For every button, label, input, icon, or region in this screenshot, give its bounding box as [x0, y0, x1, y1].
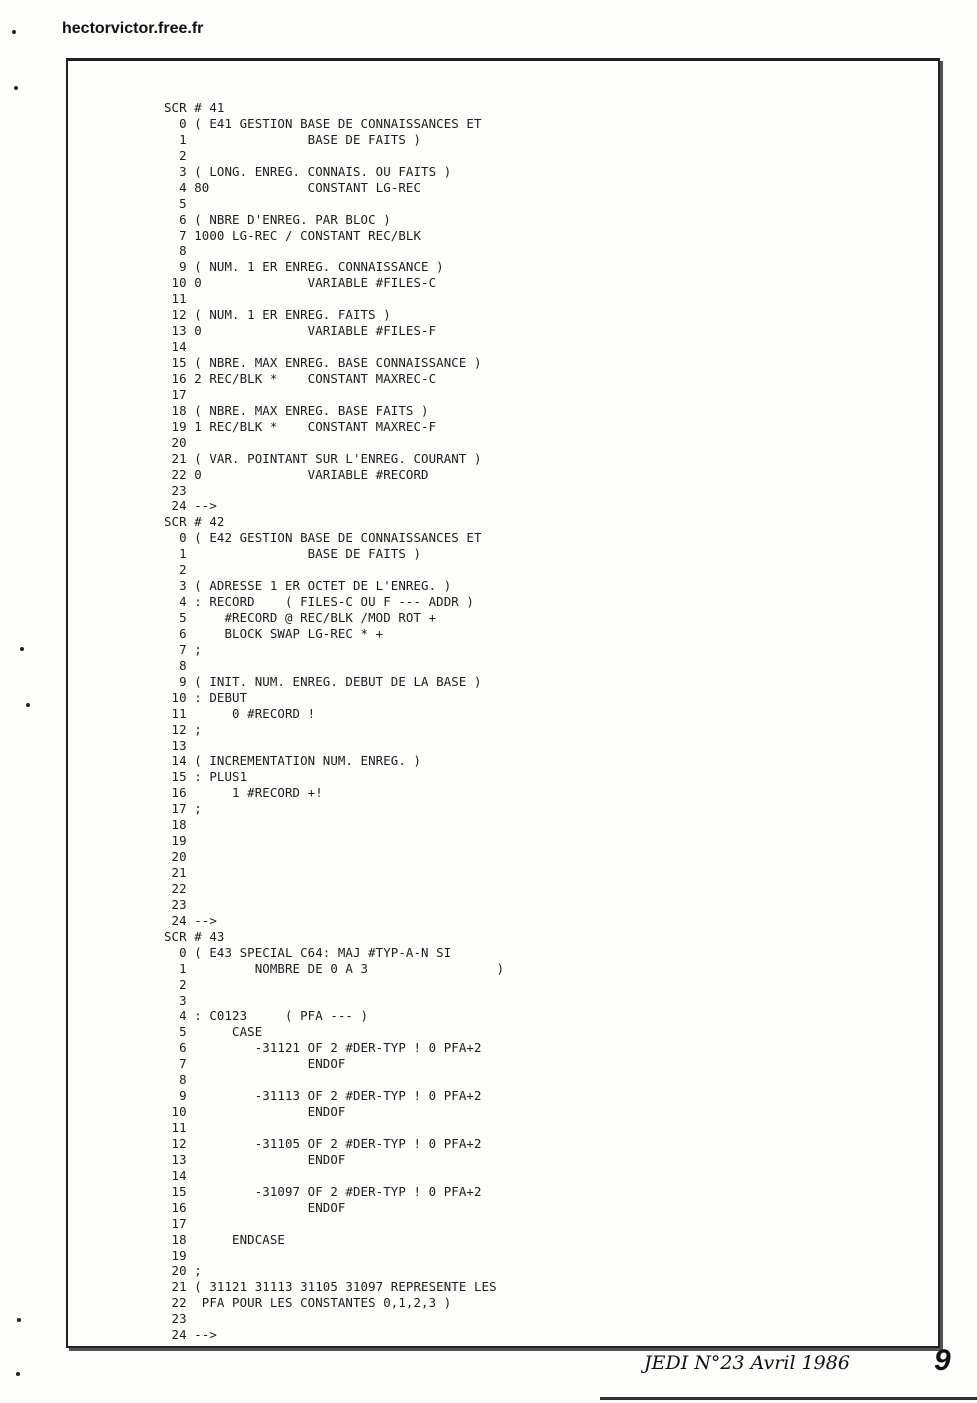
listing-line: 21 ( VAR. POINTANT SUR L'ENREG. COURANT )	[164, 450, 482, 466]
listing-line: 9 -31113 OF 2 #DER-TYP ! 0 PFA+2	[164, 1088, 482, 1104]
listing-line: 22	[164, 880, 187, 896]
listing-line: 2	[164, 976, 187, 992]
listing-line: 16 2 REC/BLK * CONSTANT MAXREC-C	[164, 370, 437, 386]
listing-line: 7 ENDOF	[164, 1056, 346, 1072]
listing-line: 20 ;	[164, 1263, 202, 1279]
listing-line: 18 ENDCASE	[164, 1231, 285, 1247]
listing-line: 16 ENDOF	[164, 1199, 346, 1215]
page-number: 9	[934, 1344, 951, 1377]
listing-line: SCR # 42	[164, 514, 225, 530]
listing-line: 12 ;	[164, 721, 202, 737]
listing-line: 14	[164, 1167, 187, 1183]
listing-line: 8	[164, 1072, 187, 1088]
listing-line: 13 ENDOF	[164, 1151, 346, 1167]
listing-line: 10 ENDOF	[164, 1104, 346, 1120]
forth-listing	[164, 100, 504, 1343]
listing-line: 17	[164, 386, 187, 402]
listing-line: 14	[164, 339, 187, 355]
listing-line: 5	[164, 195, 187, 211]
listing-line: 23	[164, 896, 187, 912]
listing-line: 4 80 CONSTANT LG-REC	[164, 179, 422, 195]
listing-line: 7 1000 LG-REC / CONSTANT REC/BLK	[164, 227, 422, 243]
listing-line: 5 #RECORD @ REC/BLK /MOD ROT +	[164, 610, 437, 625]
listing-line: 3 ( ADRESSE 1 ER OCTET DE L'ENREG. )	[164, 578, 452, 594]
listing-line: 2	[164, 147, 187, 163]
listing-line: 19 1 REC/BLK * CONSTANT MAXREC-F	[164, 418, 437, 434]
listing-line: 0 ( E42 GESTION BASE DE CONNAISSANCES ET	[164, 530, 482, 546]
listing-line: 0 ( E41 GESTION BASE DE CONNAISSANCES ET	[164, 115, 482, 131]
listing-line: 11	[164, 291, 187, 307]
listing-line: 5 CASE	[164, 1024, 263, 1040]
listing-line: 18 ( NBRE. MAX ENREG. BASE FAITS )	[164, 402, 429, 418]
listing-line: 21 ( 31121 31113 31105 31097 REPRESENTE LES	[164, 1279, 497, 1295]
listing-line: 22 PFA POUR LES CONSTANTES 0,1,2,3 )	[164, 1295, 452, 1311]
scan-speck	[17, 1318, 21, 1322]
scan-speck	[12, 30, 16, 34]
listing-line: 15 : PLUS1	[164, 769, 248, 785]
listing-line: 1 BASE DE FAITS )	[164, 131, 422, 147]
listing-line: 24 -->	[164, 498, 217, 514]
listing-line: 24 -->	[164, 912, 217, 928]
scan-speck	[26, 703, 30, 707]
listing-line: 4 : C0123 ( PFA --- )	[164, 1008, 369, 1024]
listing-line: 20	[164, 434, 187, 450]
listing-line: 6 ( NBRE D'ENREG. PAR BLOC )	[164, 211, 391, 227]
listing-line: 12 ( NUM. 1 ER ENREG. FAITS )	[164, 307, 391, 323]
listing-line: 21	[164, 865, 187, 880]
listing-line: 19	[164, 1247, 187, 1263]
scan-speck	[20, 647, 24, 651]
site-header: hectorvictor.free.fr	[62, 20, 204, 37]
listing-line: 11	[164, 1120, 187, 1135]
listing-line: 19	[164, 833, 187, 849]
listing-line: 13	[164, 737, 187, 753]
listing-line: 15 ( NBRE. MAX ENREG. BASE CONNAISSANCE )	[164, 355, 482, 370]
listing-line: 3 ( LONG. ENREG. CONNAIS. OU FAITS )	[164, 163, 452, 179]
listing-line: 10 0 VARIABLE #FILES-C	[164, 275, 437, 291]
listing-line: 22 0 VARIABLE #RECORD	[164, 466, 429, 482]
listing-line: 14 ( INCREMENTATION NUM. ENREG. )	[164, 753, 422, 769]
listing-line: 12 -31105 OF 2 #DER-TYP ! 0 PFA+2	[164, 1135, 482, 1151]
listing-line: 11 0 #RECORD !	[164, 705, 316, 721]
bottom-rule	[600, 1397, 977, 1400]
listing-line: 8	[164, 657, 187, 673]
listing-line: 4 : RECORD ( FILES-C OU F --- ADDR )	[164, 594, 474, 610]
listing-line: 18	[164, 817, 187, 833]
listing-line: 15 -31097 OF 2 #DER-TYP ! 0 PFA+2	[164, 1183, 482, 1199]
listing-line: SCR # 41	[164, 100, 225, 115]
listing-line: 17	[164, 1215, 187, 1231]
listing-line: 9 ( NUM. 1 ER ENREG. CONNAISSANCE )	[164, 259, 444, 275]
listing-line: 13 0 VARIABLE #FILES-F	[164, 323, 437, 339]
scan-speck	[16, 1372, 20, 1376]
listing-line: 1 NOMBRE DE 0 A 3 )	[164, 960, 505, 976]
listing-line: 17 ;	[164, 801, 202, 817]
listing-line: SCR # 43	[164, 928, 225, 944]
listing-line: 3	[164, 992, 187, 1008]
listing-line: 8	[164, 243, 187, 259]
listing-line: 23	[164, 1311, 187, 1327]
listing-line: 24 -->	[164, 1327, 217, 1343]
listing-line: 23	[164, 482, 187, 498]
listing-line: 6 BLOCK SWAP LG-REC * +	[164, 625, 384, 641]
listing-line: 0 ( E43 SPECIAL C64: MAJ #TYP-A-N SI	[164, 944, 452, 960]
listing-line: 7 ;	[164, 641, 202, 657]
issue-note: JEDI N°23 Avril 1986	[644, 1352, 850, 1374]
listing-line: 6 -31121 OF 2 #DER-TYP ! 0 PFA+2	[164, 1040, 482, 1056]
listing-line: 9 ( INIT. NUM. ENREG. DEBUT DE LA BASE )	[164, 673, 482, 689]
scan-speck	[14, 86, 18, 90]
listing-line: 2	[164, 562, 187, 578]
listing-line: 10 : DEBUT	[164, 689, 248, 705]
listing-line: 20	[164, 849, 187, 865]
listing-line: 1 BASE DE FAITS )	[164, 546, 422, 562]
listing-line: 16 1 #RECORD +!	[164, 785, 323, 801]
